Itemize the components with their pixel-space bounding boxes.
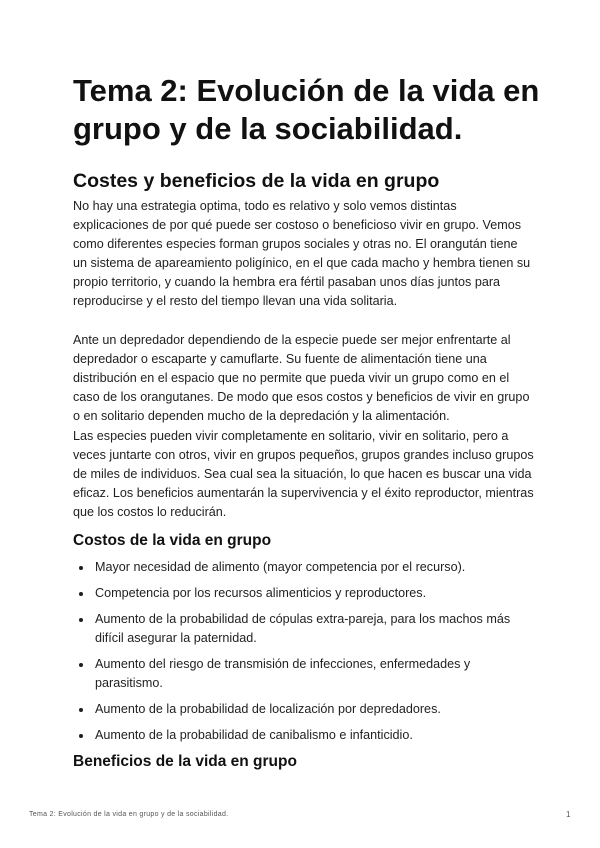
page-title: Tema 2: Evolución de la vida en grupo y de la sociabilidad. — [73, 73, 540, 146]
bullet-icon — [79, 618, 83, 622]
list-item: Competencia por los recursos alimenticios y reproductores. — [73, 584, 535, 603]
footer-title: Tema 2: Evolución de la vida en grupo y de la sociabilidad. — [29, 811, 229, 818]
paragraph-1: No hay una estrategia optima, todo es relativo y solo vemos distintas explicaciones de por qué puede ser costoso o beneficioso vivir en grupo. Vemos como diferentes especies forman grupos sociales y otras no. El orangután tiene un sistema de apareamiento poligínico, en el que cada macho y hembra tienen su propio territorio, y cuando la hembra era fértil pasaban unos días juntos para reproducirse y el resto del tiempo llevan una vida solitaria. — [73, 199, 531, 308]
list-item: Aumento del riesgo de transmisión de infecciones, enfermedades y parasitismo. — [73, 655, 535, 693]
list-item: Aumento de la probabilidad de localización por depredadores. — [73, 700, 535, 719]
list-item: Aumento de la probabilidad de canibalismo e infanticidio. — [73, 726, 535, 745]
paragraph-2: Ante un depredador dependiendo de la especie puede ser mejor enfrentarte al depredador o escaparte y camuflarte. Su fuente de alimentación tiene una distribución en el espacio que no permite que pueda vivir un grupo como en el caso de los orangutanes. De modo que esos costos y beneficios de vivir en grupo o en solitario dependen mucho de la depredación y la alimentación. — [73, 333, 530, 423]
list-item: Aumento de la probabilidad de cópulas extra-pareja, para los machos más difícil asegurar la paternidad. — [73, 610, 535, 648]
subheading-benefits: Beneficios de la vida en grupo — [73, 753, 297, 770]
bullet-icon — [79, 592, 83, 596]
section-heading-costs-benefits: Costes y beneficios de la vida en grupo — [73, 170, 440, 192]
bullet-icon — [79, 566, 83, 570]
page-number: 1 — [566, 810, 571, 819]
bullet-icon — [79, 708, 83, 712]
list-item: Mayor necesidad de alimento (mayor competencia por el recurso). — [73, 558, 535, 577]
costs-list — [73, 558, 535, 752]
paragraph-3: Las especies pueden vivir completamente en solitario, vivir en solitario, pero a veces juntarte con otros, vivir en grupos pequeños, grupos grandes incluso grupos de miles de individuos. Sea cual sea la situación, lo que hacen es buscar una vida eficaz. Los beneficios aumentarán la supervivencia y el éxito reproductor, mientras que los costos lo reducirán. — [73, 429, 534, 519]
subheading-costs: Costos de la vida en grupo — [73, 532, 272, 549]
bullet-icon — [79, 663, 83, 667]
bullet-icon — [79, 734, 83, 738]
